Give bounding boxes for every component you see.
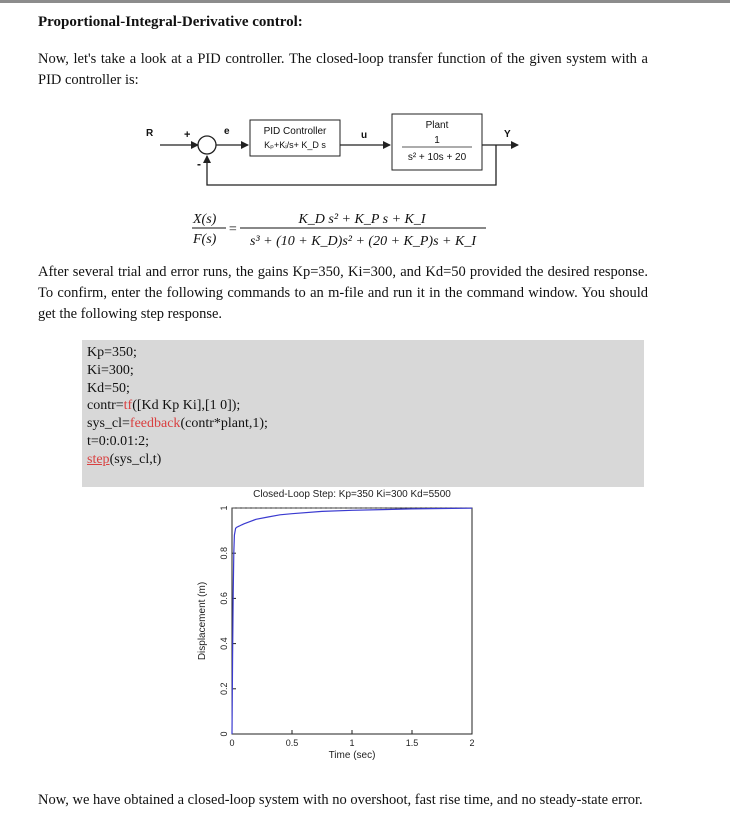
matlab-code-block (82, 340, 644, 487)
code-line: t=0:0.01:2; (87, 433, 149, 449)
plant-numerator: 1 (434, 135, 440, 146)
x-tick-label: 2 (469, 738, 475, 748)
code-line: Kp=350; (87, 345, 137, 360)
conclusion-paragraph: Now, we have obtained a closed-loop system with no overshoot, fast rise time, and no steady-state error. (38, 792, 643, 808)
y-tick-label: 1 (219, 505, 229, 511)
y-tick-label: 0.4 (219, 637, 229, 650)
y-tick-label: 0 (219, 731, 229, 737)
intro-paragraph: Now, let's take a look at a PID controller. The closed-loop transfer function of the given system with a PID controller is: (38, 51, 648, 88)
control-label: u (361, 130, 368, 141)
code-function-link[interactable]: feedback (129, 416, 181, 432)
x-tick-label: 1 (349, 738, 355, 748)
chart-title: Closed-Loop Step: Kp=350 Ki=300 Kd=5500 (253, 489, 451, 500)
minus-sign: - (197, 157, 201, 171)
step-response-chart (190, 486, 490, 771)
input-label: R (146, 128, 154, 139)
pid-block-diagram (140, 112, 540, 194)
section-heading: Proportional-Integral-Derivative control: (38, 14, 303, 30)
code-line (87, 451, 644, 469)
page-top-border (0, 0, 730, 3)
code-text: ([Kd Kp Ki],[1 0]); (132, 398, 241, 414)
code-function-link[interactable]: tf (123, 398, 133, 414)
rhs-denominator: s³ + (10 + K_D)s² + (20 + K_P)s + K_I (250, 234, 476, 249)
x-tick-label: 0.5 (285, 738, 299, 748)
code-line (87, 397, 644, 415)
y-tick-label: 0.6 (219, 592, 229, 605)
x-tick-label: 1.5 (405, 738, 419, 748)
code-line: Kd=50; (87, 380, 130, 396)
transfer-function-equation (190, 205, 490, 255)
y-tick-label: 0.8 (219, 546, 229, 560)
y-tick-label: 0.2 (219, 682, 229, 696)
controller-title: PID Controller (263, 126, 327, 137)
code-text: (sys_cl,t) (109, 451, 162, 467)
x-axis-label: Time (sec) (328, 750, 376, 761)
plot-area (232, 508, 472, 734)
y-axis-label: Displacement (m) (197, 581, 208, 661)
controller-transfer-function: Kₚ+Kᵢ/s+ K_D s (264, 140, 326, 150)
x-tick-label: 0 (229, 738, 235, 748)
lhs-denominator: F(s) (193, 232, 217, 247)
code-text: sys_cl= (87, 416, 130, 432)
code-text: (contr*plant,1); (180, 416, 268, 432)
output-label: Y (504, 129, 511, 140)
code-line (87, 415, 644, 433)
plant-denominator: s² + 10s + 20 (407, 152, 467, 163)
plant-title: Plant (425, 120, 449, 131)
trial-paragraph: After several trial and error runs, the gains Kp=350, Ki=300, and Kd=50 provided the desired response. To confirm, enter the following commands to an m-file and run it in the command window. You should get the following step response. (38, 264, 648, 322)
plus-sign: + (184, 129, 191, 141)
error-label: e (224, 126, 230, 137)
code-function-link[interactable]: step (87, 451, 110, 467)
equals-sign: = (228, 222, 238, 237)
code-line: Ki=300; (87, 362, 134, 378)
rhs-numerator: K_D s² + K_P s + K_I (298, 212, 426, 227)
summing-junction (198, 136, 216, 154)
code-text: contr= (87, 398, 124, 414)
lhs-numerator: X(s) (193, 212, 217, 227)
